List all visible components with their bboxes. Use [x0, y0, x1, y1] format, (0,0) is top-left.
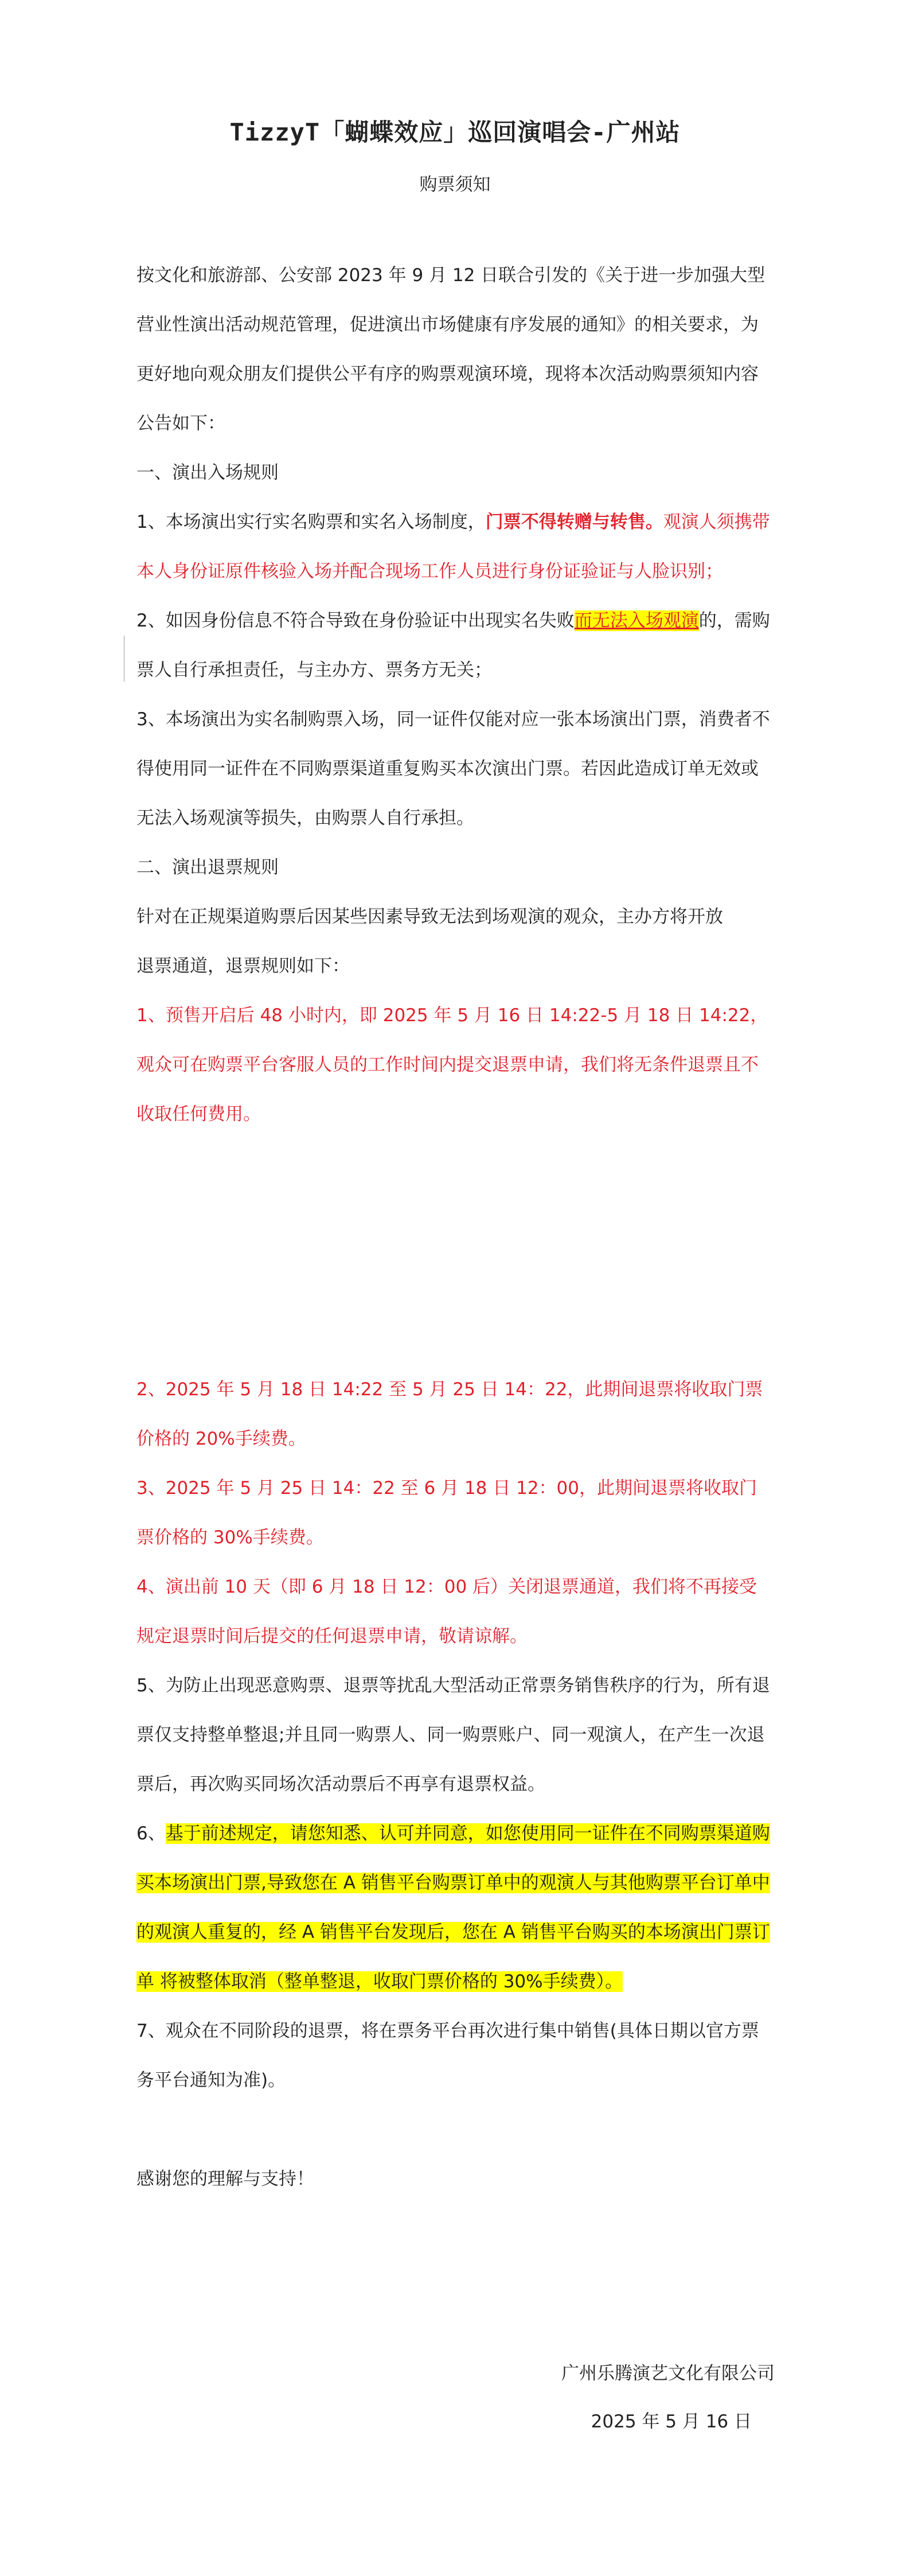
entry-rule-3: 3、本场演出为实名制购票入场，同一证件仅能对应一张本场演出门票，消费者不得使用同一证件在不同购票渠道重复购买本次演出门票。若因此造成订单无效或无法入场观演等损失，由购票人自行承担。	[136, 709, 770, 828]
refund-rule-2: 2、2025 年 5 月 18 日 14:22 至 5 月 25 日 14：22，此期间退票将收取门票价格的 20%手续费。	[136, 1379, 763, 1449]
refund-rule-6-highlight: 基于前述规定，请您知悉、认可并同意，如您使用同一证件在不同购票渠道购买本场演出门票,导致您在 A 销售平台购票订单中的观演人与其他购票平台订单中的观演人重复的，经 A 销售平台发现后，您在 A 销售平台购买的本场演出门票订单 将被整体取消（整单整退，收取门票价格的 30%手续费）。	[136, 1823, 770, 1992]
blank-space	[136, 1139, 774, 1365]
entry-rule-2-text-end: 的，需购票人自行承担责任，与主办方、票务方无关；	[136, 610, 770, 680]
signature-date: 2025 年 5 月 16 日	[591, 2411, 752, 2432]
refund-rule-7: 7、观众在不同阶段的退票，将在票务平台再次进行集中销售(具体日期以官方票务平台通知为准)。	[136, 2021, 759, 2091]
signature-block	[561, 2349, 775, 2446]
blank-space-2	[136, 2105, 774, 2154]
entry-rule-2	[136, 596, 774, 695]
thanks-line: 感谢您的理解与支持！	[136, 2169, 314, 2189]
refund-rule-6-number: 6、	[136, 1823, 166, 1844]
entry-rule-1	[136, 497, 774, 596]
refund-rule-3: 3、2025 年 5 月 25 日 14：22 至 6 月 18 日 12：00，此期间退票将收取门票价格的 30%手续费。	[136, 1478, 757, 1548]
entry-rule-1-emphasis: 门票不得转赠与转售。	[485, 512, 663, 532]
entry-rule-2-text: 2、如因身份信息不符合导致在身份验证中出现实名失败	[136, 610, 575, 631]
refund-intro-line-2: 退票通道，退票规则如下：	[136, 956, 350, 976]
document-title: TizzyT「蝴蝶效应」巡回演唱会-广州站	[229, 118, 681, 146]
refund-rule-6	[136, 1809, 774, 2006]
section-heading-refund: 二、演出退票规则	[136, 857, 279, 878]
document-subtitle: 购票须知	[419, 174, 491, 195]
entry-rule-2-highlight: 而无法入场观演	[574, 610, 699, 631]
signature-company: 广州乐腾演艺文化有限公司	[561, 2363, 775, 2384]
refund-rule-4: 4、演出前 10 天（即 6 月 18 日 12：00 后）关闭退票通道，我们将不再接受规定退票时间后提交的任何退票申请，敬请谅解。	[136, 1577, 757, 1647]
entry-rule-1-text: 1、本场演出实行实名购票和实名入场制度，	[136, 512, 486, 532]
refund-rule-5: 5、为防止出现恶意购票、退票等扰乱大型活动正常票务销售秩序的行为，所有退票仅支持整单整退;并且同一购票人、同一购票账户、同一观演人，在产生一次退票后，再次购买同场次活动票后不再享有退票权益。	[136, 1675, 770, 1795]
document-body	[136, 251, 774, 2204]
entry-rule-1-id-requirement: 观演人须携带本人身份证原件核验入场并配合现场工作人员进行身份证验证与人脸识别；	[136, 512, 770, 582]
refund-intro-line-1: 针对在正规渠道购票后因某些因素导致无法到场观演的观众，主办方将开放	[136, 906, 723, 927]
refund-rule-1: 1、预售开启后 48 小时内，即 2025 年 5 月 16 日 14:22-5 月 18 日 14:22，观众可在购票平台客服人员的工作时间内提交退票申请，我们将无条件退票且不收取任何费用。	[136, 1005, 768, 1124]
section-heading-entry: 一、演出入场规则	[136, 462, 279, 483]
intro-paragraph: 按文化和旅游部、公安部 2023 年 9 月 12 日联合引发的《关于进一步加强大型营业性演出活动规范管理，促进演出市场健康有序发展的通知》的相关要求，为更好地向观众朋友们提供公平有序的购票观演环境，现将本次活动购票须知内容公告如下：	[136, 265, 766, 434]
